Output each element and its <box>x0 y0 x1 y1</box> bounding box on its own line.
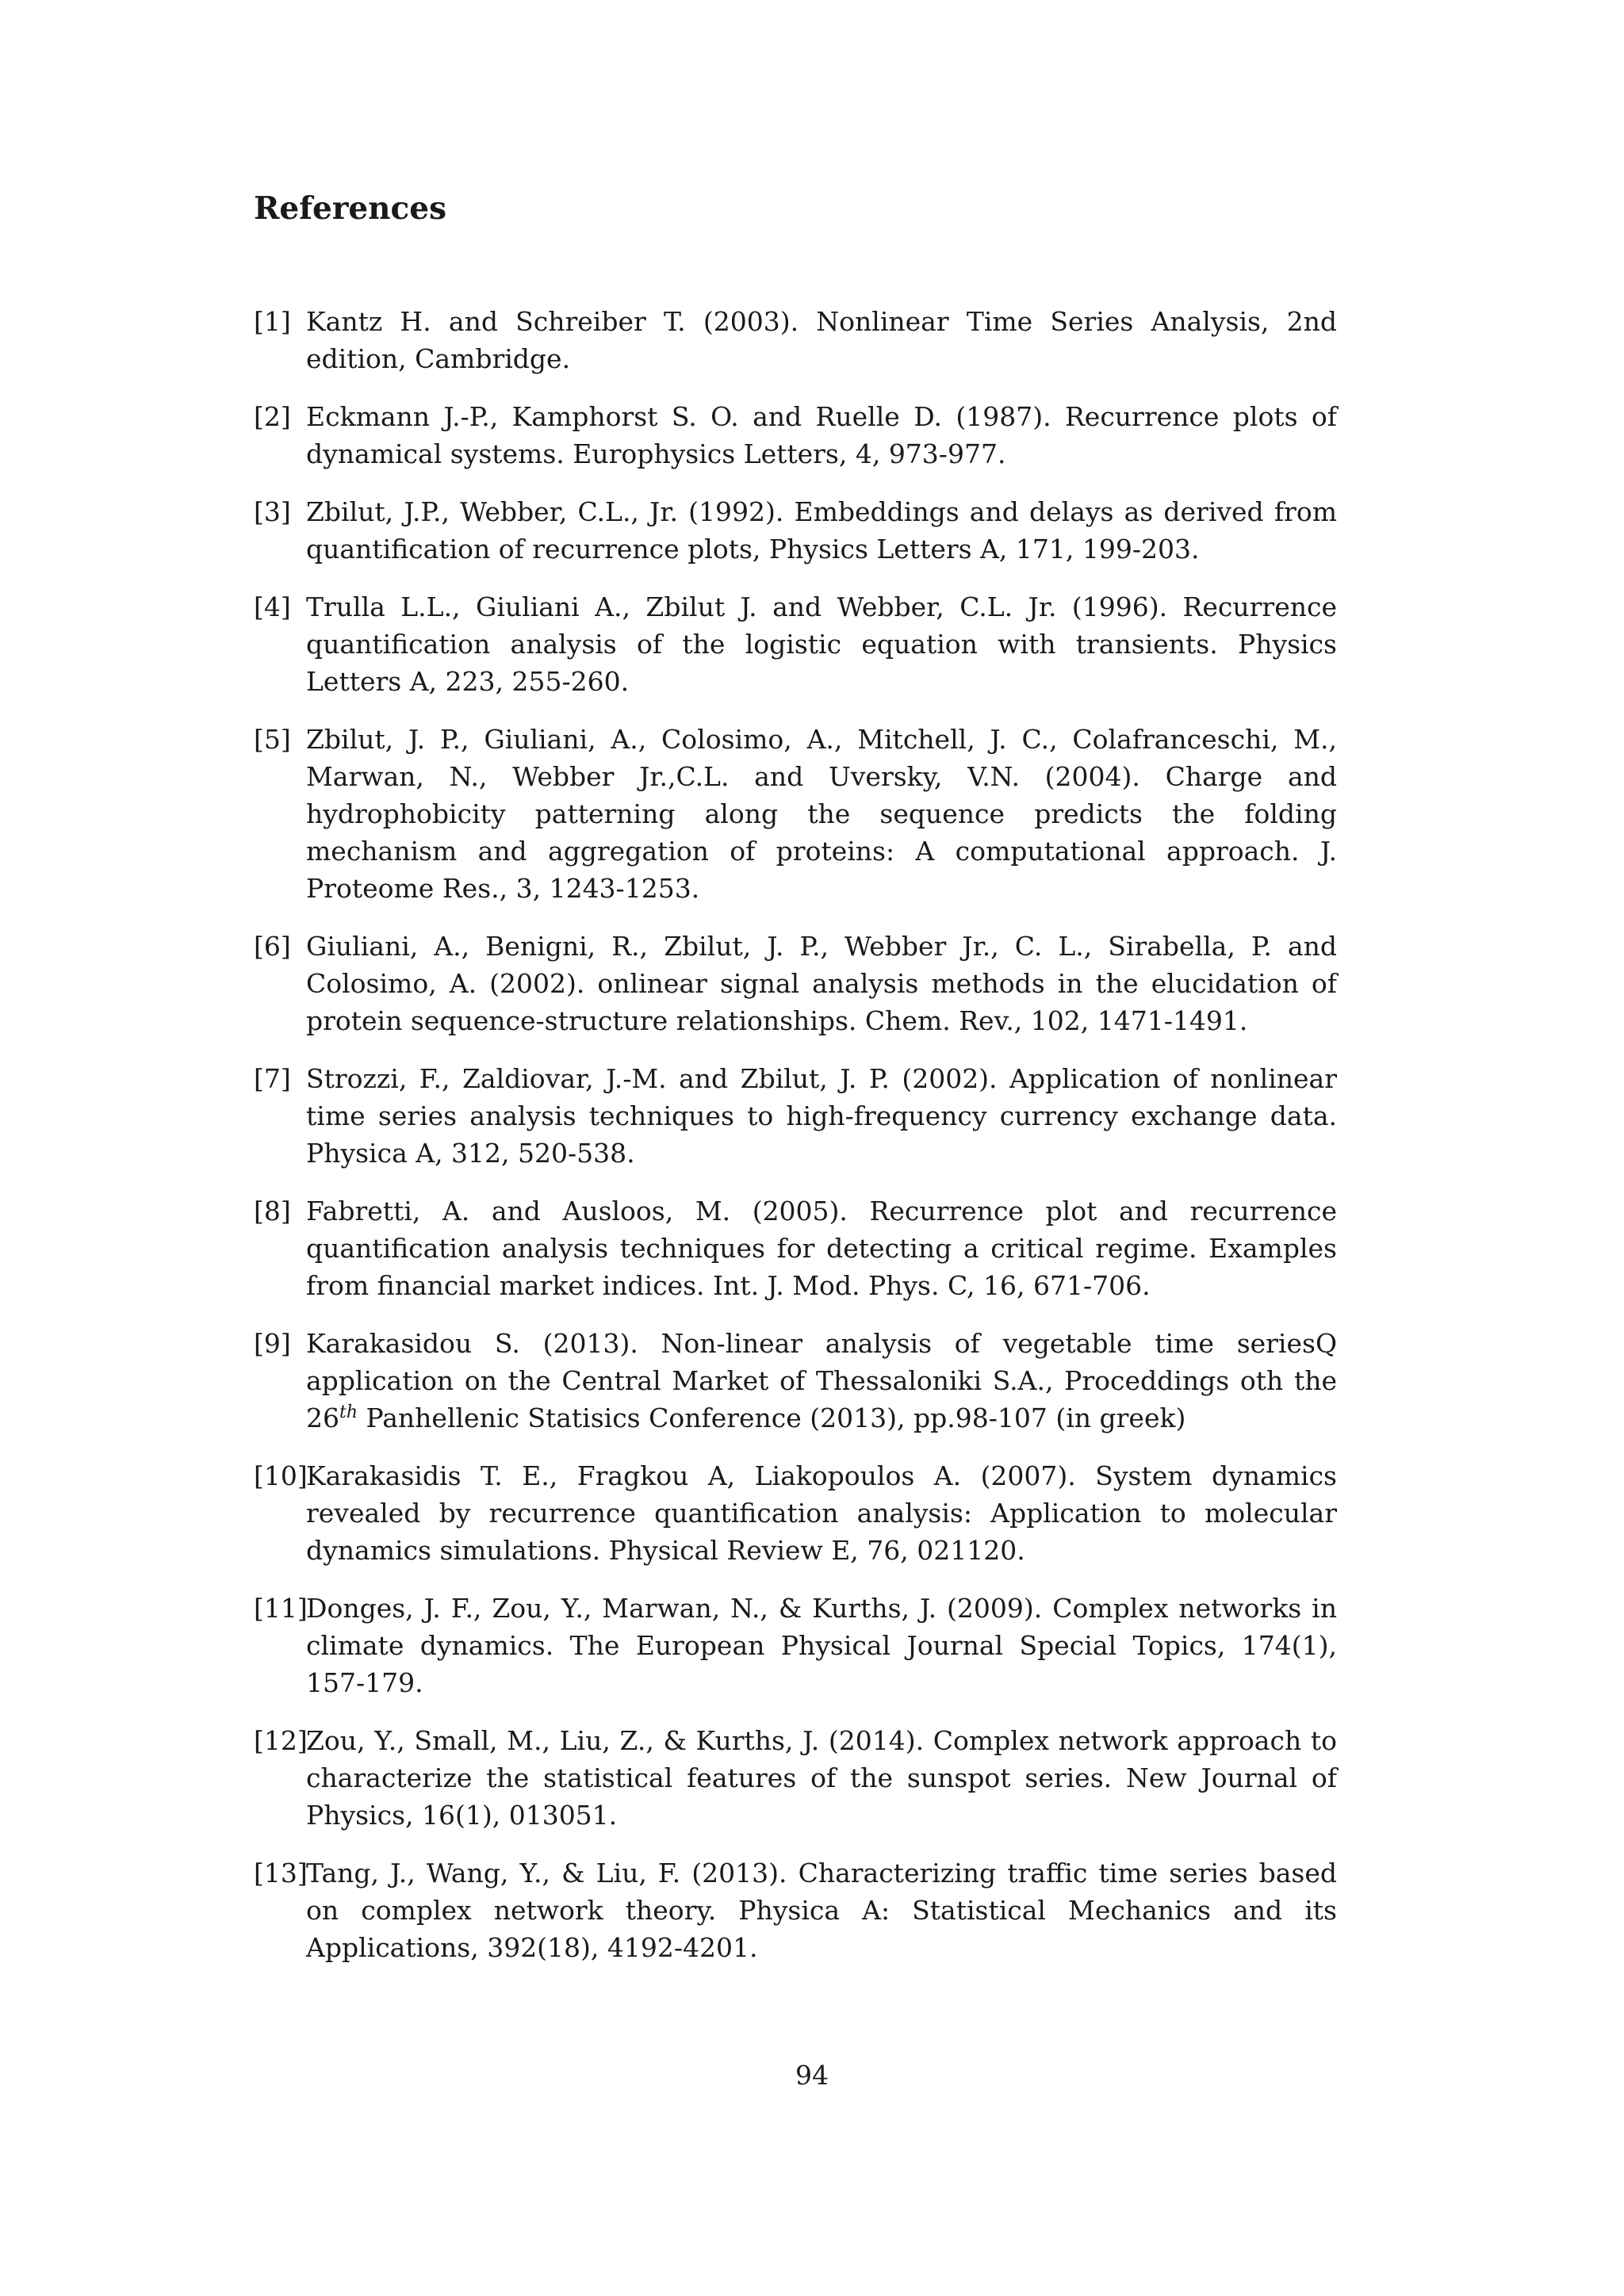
reference-item <box>254 1854 1337 1966</box>
reference-number: [9] <box>254 1328 291 1359</box>
reference-text: Zbilut, J.P., Webber, C.L., Jr. (1992). Embeddings and delays as derived from quantification of recurrence plots, Physics Letters A, 171, 199-203. <box>306 496 1337 564</box>
reference-item <box>254 1060 1337 1172</box>
reference-text: Eckmann J.-P., Kamphorst S. O. and Ruelle D. (1987). Recurrence plots of dynamical systems. Europhysics Letters, 4, 973-977. <box>306 401 1337 469</box>
reference-item <box>254 588 1337 700</box>
reference-item <box>254 398 1337 473</box>
reference-text: Zbilut, J. P., Giuliani, A., Colosimo, A., Mitchell, J. C., Colafranceschi, M., Marwan, N., Webber Jr.,C.L. and Uversky, V.N. (2004). Charge and hydrophobicity patterning along the sequence predicts the folding mechanism and aggregation of proteins: A computational approach. J. Proteome Res., 3, 1243-1253. <box>306 724 1337 904</box>
reference-number: [4] <box>254 591 291 622</box>
reference-text-part: Panhellenic Statisics Conference (2013), pp.98-107 (in greek) <box>358 1402 1186 1433</box>
reference-item <box>254 493 1337 568</box>
reference-list <box>254 303 1337 1987</box>
reference-item <box>254 1722 1337 1834</box>
reference-item <box>254 1590 1337 1701</box>
reference-text: Trulla L.L., Giuliani A., Zbilut J. and Webber, C.L. Jr. (1996). Recurrence quantification analysis of the logistic equation with transients. Physics Letters A, 223, 255-260. <box>306 591 1337 697</box>
reference-number: [11] <box>254 1593 308 1624</box>
reference-number: [12] <box>254 1725 308 1756</box>
ordinal-superscript: th <box>339 1402 358 1422</box>
reference-text: Donges, J. F., Zou, Y., Marwan, N., & Kurths, J. (2009). Complex networks in climate dynamics. The European Physical Journal Special Topics, 174(1), 157-179. <box>306 1593 1337 1698</box>
reference-text: Zou, Y., Small, M., Liu, Z., & Kurths, J. (2014). Complex network approach to characterize the statistical features of the sunspot series. New Journal of Physics, 16(1), 013051. <box>306 1725 1337 1831</box>
reference-text: Giuliani, A., Benigni, R., Zbilut, J. P., Webber Jr., C. L., Sirabella, P. and Colosimo, A. (2002). onlinear signal analysis methods in the elucidation of protein sequence-structure relationships. Chem. Rev., 102, 1471-1491. <box>306 931 1337 1036</box>
reference-item <box>254 928 1337 1039</box>
reference-number: [3] <box>254 496 291 527</box>
page-number: 94 <box>795 2060 829 2091</box>
reference-text: Kantz H. and Schreiber T. (2003). Nonlinear Time Series Analysis, 2nd edition, Cambridge. <box>306 306 1337 374</box>
reference-item <box>254 1192 1337 1304</box>
reference-text: Tang, J., Wang, Y., & Liu, F. (2013). Characterizing traffic time series based on complex network theory. Physica A: Statistical Mechanics and its Applications, 392(18), 4192-4201. <box>306 1858 1337 1963</box>
reference-item <box>254 1457 1337 1569</box>
reference-text-part: Karakasidou S. (2013). Non-linear analysis of vegetable time seriesQ application on the Central Market of Thessaloniki S.A., Proceddings oth the 26 <box>306 1328 1337 1433</box>
reference-number: [6] <box>254 931 291 962</box>
reference-number: [5] <box>254 724 291 755</box>
reference-item <box>254 303 1337 377</box>
reference-number: [2] <box>254 401 291 432</box>
reference-text: Fabretti, A. and Ausloos, M. (2005). Recurrence plot and recurrence quantification analysis techniques for detecting a critical regime. Examples from financial market indices. Int. J. Mod. Phys. C, 16, 671-706. <box>306 1196 1337 1301</box>
reference-text: Karakasidis T. E., Fragkou A, Liakopoulos A. (2007). System dynamics revealed by recurrence quantification analysis: Application to molecular dynamics simulations. Physical Review E, 76, 021120. <box>306 1460 1337 1566</box>
reference-item <box>254 721 1337 907</box>
reference-number: [8] <box>254 1196 291 1226</box>
reference-number: [1] <box>254 306 291 337</box>
reference-item <box>254 1325 1337 1437</box>
reference-number: [7] <box>254 1063 291 1094</box>
reference-text: Strozzi, F., Zaldiovar, J.-M. and Zbilut, J. P. (2002). Application of nonlinear time series analysis techniques to high-frequency currency exchange data. Physica A, 312, 520-538. <box>306 1063 1337 1169</box>
references-heading: References <box>254 190 447 227</box>
reference-text <box>306 1328 1337 1433</box>
reference-number: [10] <box>254 1460 308 1491</box>
reference-number: [13] <box>254 1858 308 1888</box>
